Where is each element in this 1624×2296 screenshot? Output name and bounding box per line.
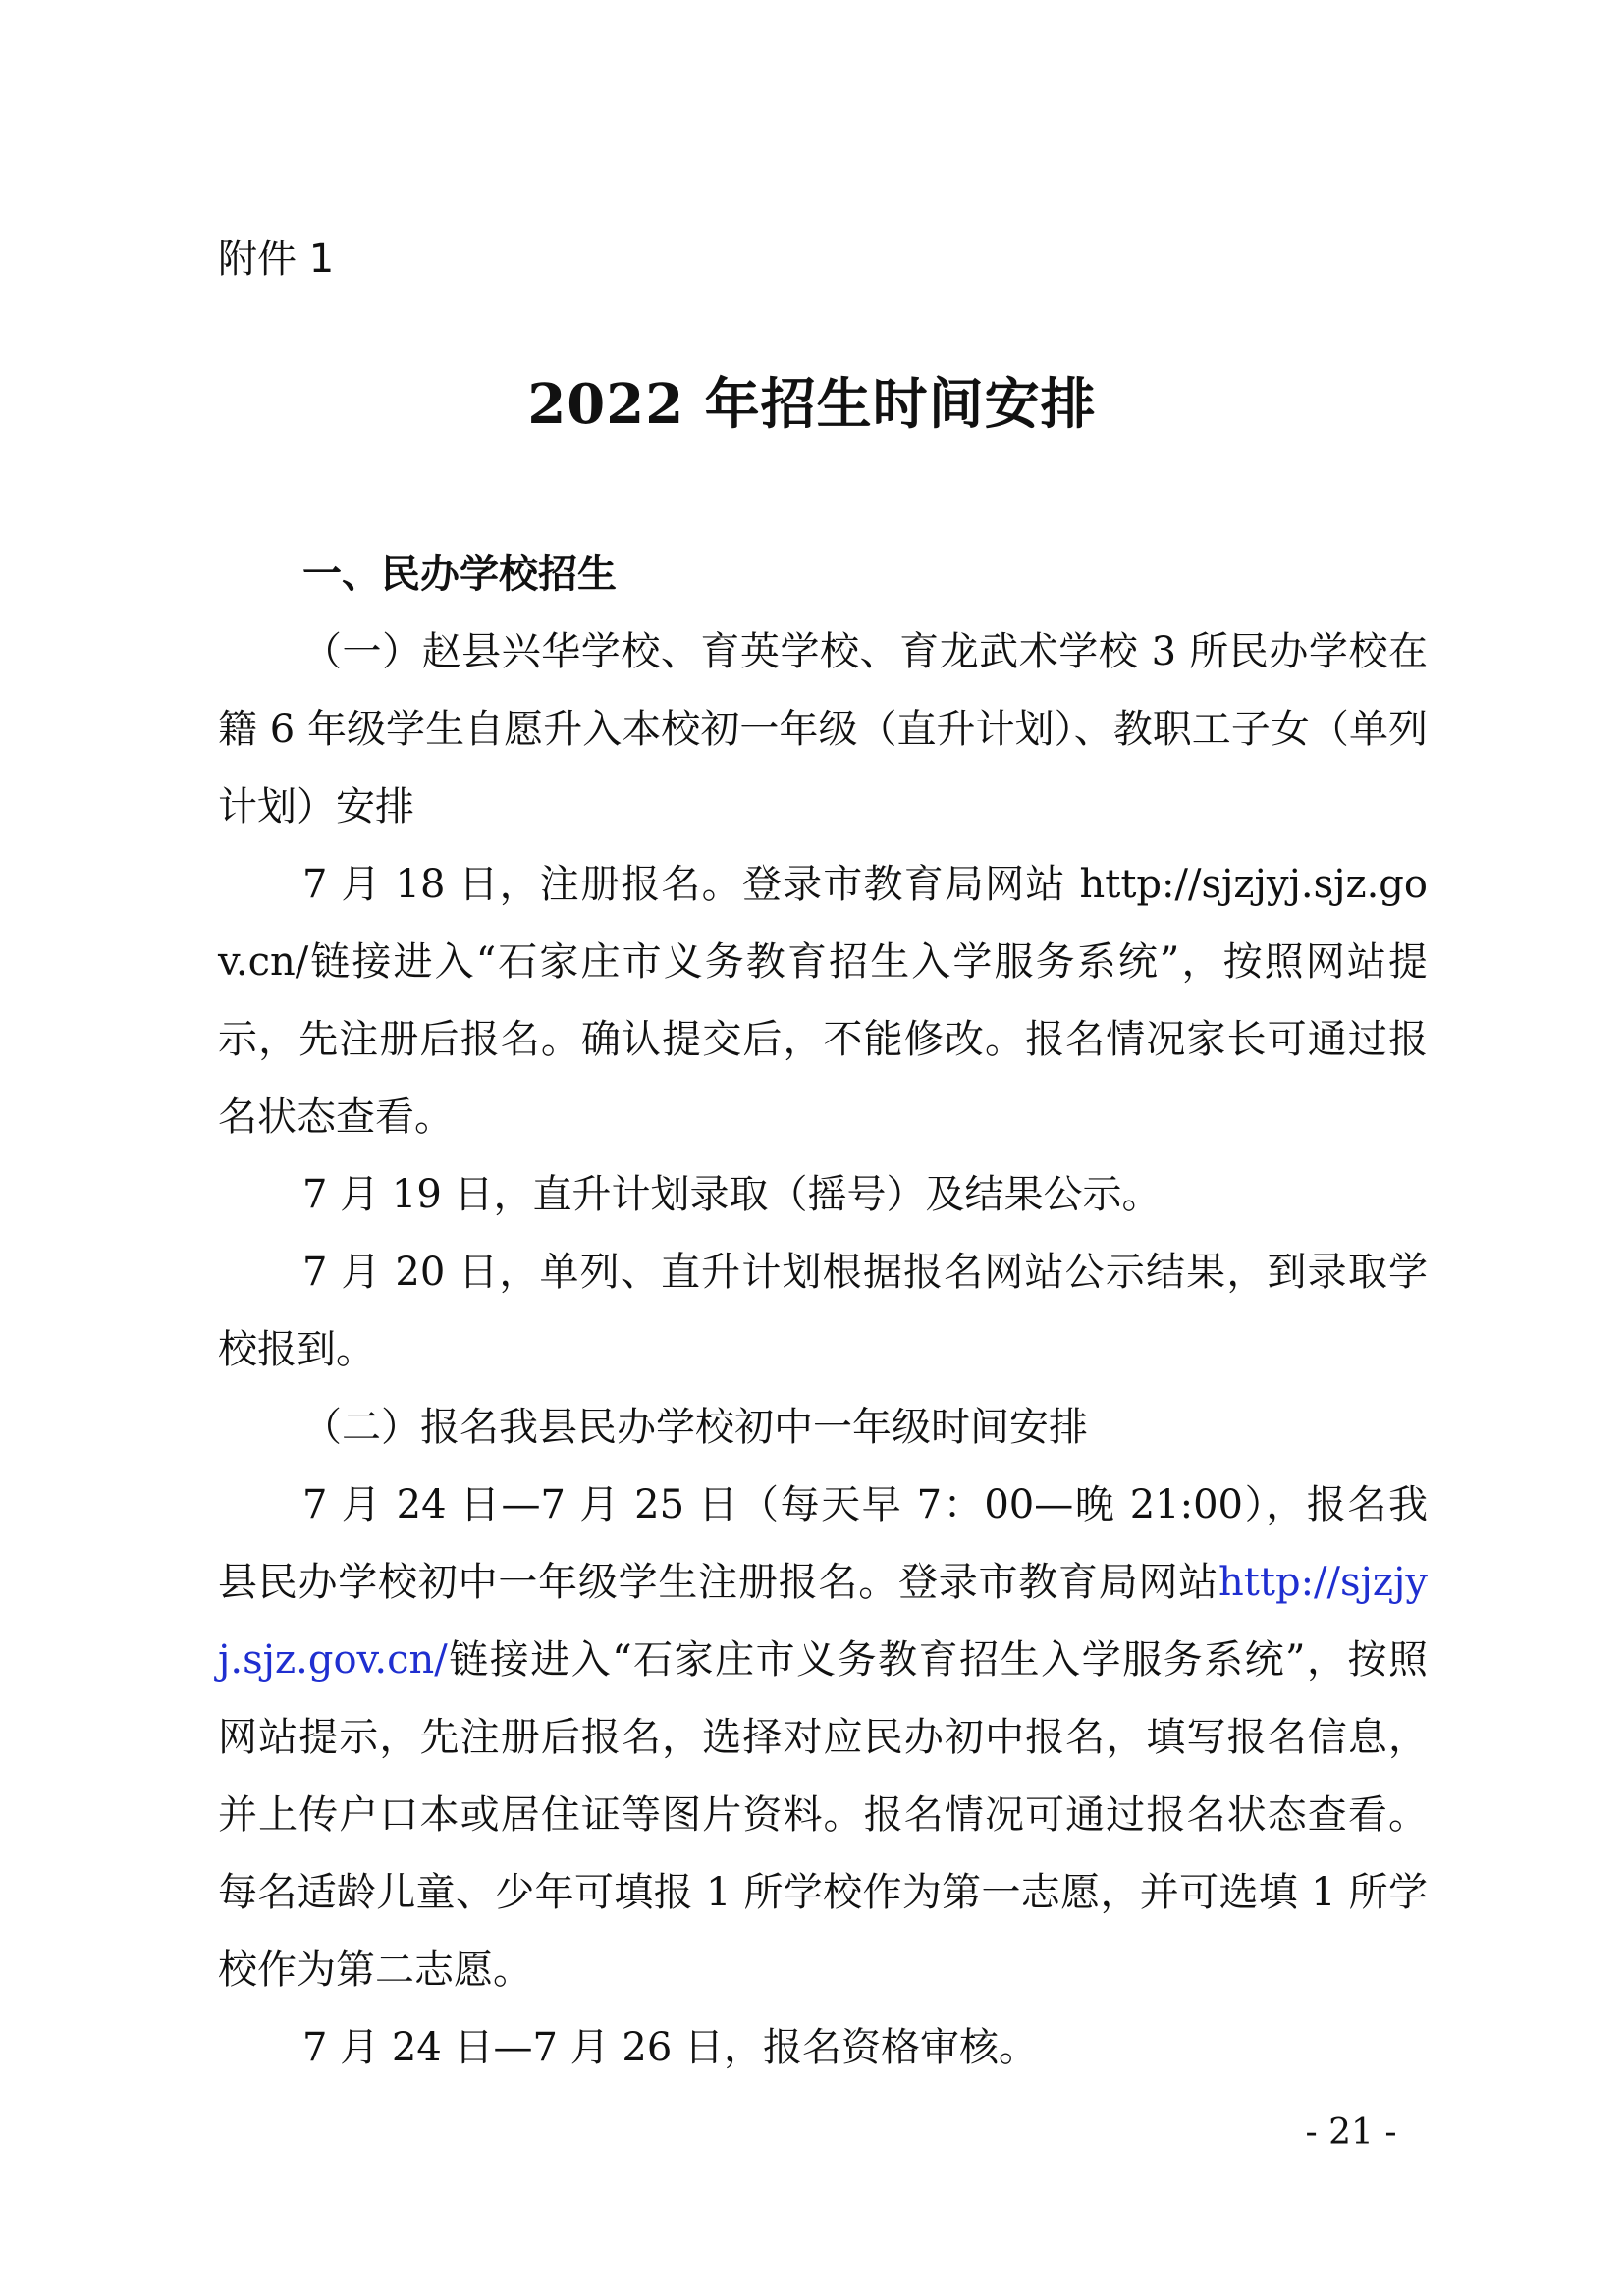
paragraph: 7 月 18 日，注册报名。登录市教育局网站 http://sjzjyj.sjz.gov.cn/链接进入“石家庄市义务教育招生入学服务系统”，按照网站提示，先注册后报名。确认提交后，不能修改。报名情况家长可通过报名状态查看。 — [218, 862, 1428, 1140]
paragraph: 7 月 20 日，单列、直升计划根据报名网站公示结果，到录取学校报到。 — [218, 1250, 1428, 1372]
attachment-label: 附件 1 — [218, 237, 335, 282]
document-title: 2022 年招生时间安排 — [527, 372, 1097, 437]
document-body — [218, 536, 1428, 2087]
paragraph-text: 7 月 24 日—7 月 25 日（每天早 7：00—晚 21:00），报名我县民办学校初中一年级学生注册报名。登录市教育局网站 — [218, 1482, 1428, 1605]
paragraph: 7 月 24 日—7 月 26 日，报名资格审核。 — [302, 2025, 1038, 2070]
paragraph-text: 链接进入“石家庄市义务教育招生入学服务系统”，按照网站提示，先注册后报名，选择对应民办初中报名，填写报名信息，并上传户口本或居住证等图片资料。报名情况可通过报名状态查看。每名适龄儿童、少年可填报 1 所学校作为第一志愿，并可选填 1 所学校作为第二志愿。 — [218, 1637, 1428, 1993]
paragraph: 7 月 19 日，直升计划录取（摇号）及结果公示。 — [302, 1172, 1162, 1217]
subsection-heading: （一）赵县兴华学校、育英学校、育龙武术学校 3 所民办学校在籍 6 年级学生自愿升入本校初一年级（直升计划）、教职工子女（单列计划）安排 — [218, 629, 1428, 829]
subsection-heading: （二）报名我县民办学校初中一年级时间安排 — [302, 1405, 1088, 1450]
website-link[interactable]: http://sjzjyj.sjz.gov.cn/ — [218, 1560, 1428, 1682]
page-number: - 21 - — [1305, 2112, 1397, 2153]
section-heading: 一、民办学校招生 — [302, 552, 617, 597]
paragraph-with-link — [218, 1467, 1428, 2009]
